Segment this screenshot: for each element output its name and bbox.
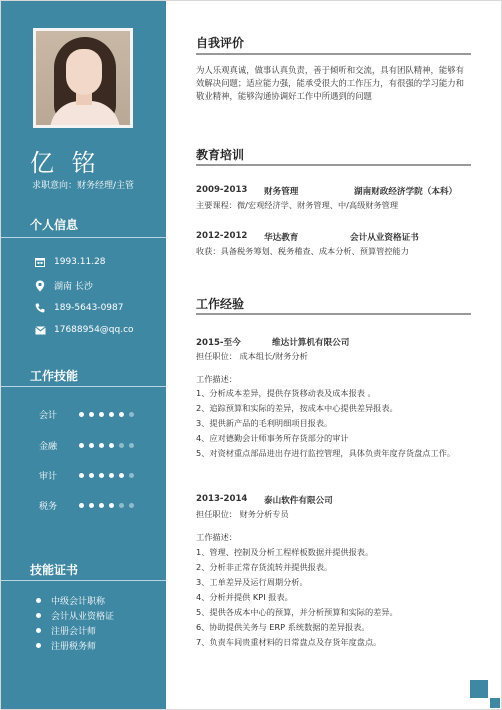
bullet-icon [36, 628, 41, 633]
skill-dot [109, 443, 114, 448]
cert-label: 中级会计职称 [51, 597, 106, 607]
birthdate-text: 1993.11.28 [54, 257, 106, 267]
main-content [196, 0, 476, 710]
education-title: 教育培训 [196, 148, 245, 162]
edu-period: 2012-2012 [196, 231, 248, 241]
skill-dot [99, 503, 104, 508]
corner-decoration [470, 680, 488, 698]
cert-label: 注册税务师 [51, 642, 97, 652]
job-header [196, 336, 349, 348]
cert-item [36, 609, 114, 622]
skill-label: 会计 [39, 411, 58, 421]
job-desc-line: 4、分析并提供 KPI 报表。 [196, 592, 293, 602]
job-period: 2013-2014 [196, 494, 248, 504]
skill-dot [89, 503, 94, 508]
education-divider [196, 164, 471, 166]
candidate-name: 亿 铭 [30, 149, 101, 177]
cert-item [36, 639, 96, 652]
skill-level-dots [79, 503, 134, 508]
edu-period: 2009-2013 [196, 185, 248, 195]
skill-row [39, 499, 134, 512]
edu-school: 会计从业资格证书 [350, 233, 419, 243]
skill-dot [79, 443, 84, 448]
job-desc-line: 1、分析成本差异，提供存货移动表及成本报表 。 [196, 388, 376, 398]
sidebar [0, 0, 166, 710]
skill-dot [119, 503, 124, 508]
job-desc-line: 4、应对德勤会计师事务所存货部分的审计 [196, 433, 349, 443]
certs-section-title: 技能证书 [30, 563, 79, 577]
info-location [34, 279, 93, 292]
skill-dot [129, 473, 134, 478]
skill-dot [109, 503, 114, 508]
skill-level-dots [79, 412, 134, 417]
bullet-icon [36, 598, 41, 603]
edu-major: 财务管理 [264, 187, 299, 197]
bullet-icon [36, 613, 41, 618]
edu-school: 湖南财政经济学院（本科） [354, 187, 458, 197]
skill-dot [129, 443, 134, 448]
skill-dot [109, 412, 114, 417]
phone-icon [34, 302, 46, 314]
skill-dot [89, 443, 94, 448]
job-desc-line: 5、提供各成本中心的预算，并分析预算和实际的差异。 [196, 607, 398, 617]
job-company: 维达计算机有限公司 [272, 338, 350, 348]
self-eval-text: 为人乐观真诚，做事认真负责，善于倾听和交流，具有团队精神，能够有效解决问题；适应能力强，能承受很大的工作压力，有很强的学习能力和敬业精神，能够沟通协调好工作中所遇到的问题 [196, 65, 464, 101]
email-text: 17688954@qq.co [54, 325, 134, 335]
skill-dot [129, 412, 134, 417]
bullet-icon [36, 643, 41, 648]
info-phone [34, 302, 123, 314]
skill-label: 税务 [39, 502, 58, 512]
edu-detail: 收获：具备税务筹划、税务稽查、成本分析、预算管控能力 [196, 246, 409, 256]
skill-dot [89, 412, 94, 417]
edu-detail: 主要课程：微/宏观经济学、财务管理、中/高级财务管理 [196, 200, 399, 210]
job-position: 担任职位： 成本组长/财务分析 [196, 351, 308, 361]
job-desc-line: 3、提供新产品的毛利明细项目报表。 [196, 418, 333, 428]
self-eval-title: 自我评价 [196, 36, 245, 50]
calendar-icon [34, 256, 46, 268]
skill-dot [109, 473, 114, 478]
skill-row [39, 469, 134, 482]
skill-row [39, 439, 134, 452]
cert-label: 注册会计师 [51, 627, 97, 637]
skill-level-dots [79, 443, 134, 448]
skill-dot [119, 412, 124, 417]
skill-dot [79, 412, 84, 417]
certs-divider [0, 580, 166, 581]
info-birthdate [34, 256, 106, 268]
job-desc-line: 2、分析非正常存货流转并提供报表。 [196, 562, 333, 572]
email-icon [34, 324, 46, 336]
job-desc-line: 2、追踪预算和实际的差异，按成本中心提供差异报表。 [196, 403, 398, 413]
info-email [34, 324, 134, 336]
skill-dot [99, 443, 104, 448]
job-desc-line: 7、负责车间贵重材料的日常盘点及存货年度盘点。 [196, 637, 382, 647]
skills-divider [0, 386, 166, 387]
edu-major: 华达教育 [264, 233, 299, 243]
skill-label: 审计 [39, 472, 58, 482]
experience-title: 工作经验 [196, 297, 245, 311]
job-company: 泰山软件有限公司 [264, 496, 333, 506]
education-entry-header [196, 231, 419, 243]
corner-decoration [490, 698, 500, 708]
skill-dot [89, 473, 94, 478]
phone-text: 189-5643-0987 [54, 303, 124, 313]
skill-dot [99, 412, 104, 417]
skill-dot [99, 473, 104, 478]
education-entry-header [196, 185, 457, 197]
job-intent: 求职意向：财务经理/主管 [32, 181, 135, 191]
job-period: 2015-至今 [196, 338, 241, 348]
skill-row [39, 408, 134, 421]
skill-dot [79, 473, 84, 478]
profile-photo [33, 28, 133, 128]
experience-divider [196, 313, 471, 315]
location-text: 湖南 长沙 [54, 282, 93, 292]
cert-item [36, 624, 96, 637]
skill-dot [129, 503, 134, 508]
job-desc-line: 5、对资材重点部品进出存进行监控管理，具体负责年度存货盘点工作。 [196, 448, 456, 458]
cert-label: 会计从业资格证 [51, 612, 115, 622]
self-eval-divider [196, 53, 471, 55]
info-divider [0, 237, 166, 238]
skill-dot [119, 443, 124, 448]
job-desc-line: 3、工单差异及运行周期分析。 [196, 577, 308, 587]
job-header [196, 494, 333, 506]
info-section-title: 个人信息 [30, 218, 79, 232]
skill-level-dots [79, 473, 134, 478]
skill-dot [79, 503, 84, 508]
job-desc-line: 6、协助提供关务与 ERP 系统数据的差异报表。 [196, 622, 370, 632]
skill-dot [119, 473, 124, 478]
job-desc-label: 工作描述： [196, 374, 237, 384]
skill-label: 金融 [39, 442, 58, 452]
skills-section-title: 工作技能 [30, 369, 79, 383]
location-pin-icon [34, 280, 46, 292]
job-desc-label: 工作描述： [196, 532, 237, 542]
job-position: 担任职位： 财务分析专员 [196, 509, 289, 519]
cert-item [36, 594, 105, 607]
job-desc-line: 1、管理、控制及分析工程样板数据并提供报表。 [196, 547, 374, 557]
